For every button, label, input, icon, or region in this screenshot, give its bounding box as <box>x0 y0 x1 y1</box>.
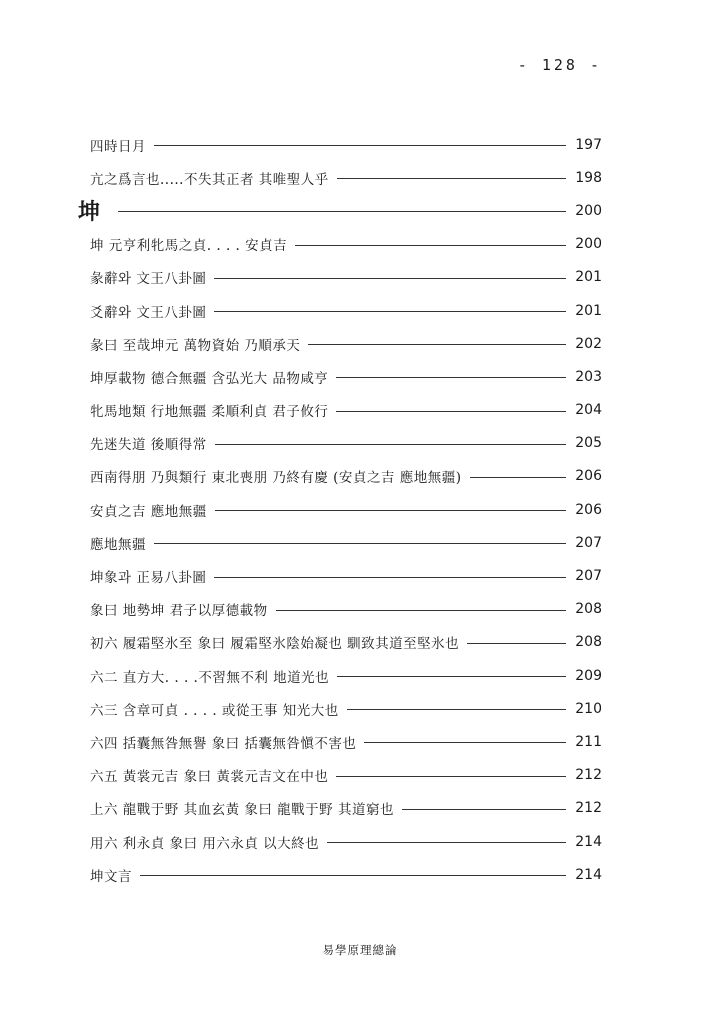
toc-entry-page: 212 <box>575 767 602 784</box>
toc-entry-label: 用六 利永貞 象曰 用六永貞 以大終也 <box>90 835 320 852</box>
toc-entry-label: 四時日月 <box>90 138 146 155</box>
toc-entry-page: 208 <box>575 634 602 651</box>
toc-entry <box>90 526 602 559</box>
toc-entry-label: 上六 龍戰于野 其血玄黃 象曰 龍戰于野 其道窮也 <box>90 802 394 819</box>
toc-entry <box>90 792 602 825</box>
toc-entry <box>90 327 602 360</box>
toc-entry <box>90 161 602 194</box>
toc-entry-label: 初六 履霜堅氷至 象曰 履霜堅氷陰始凝也 馴致其道至堅氷也 <box>90 636 460 653</box>
toc-entry-label: 彖曰 至哉坤元 萬物資始 乃順承天 <box>90 337 301 354</box>
toc-leader-line <box>470 477 567 478</box>
toc-entry-page: 205 <box>575 435 602 452</box>
toc-entry-page: 200 <box>575 236 602 253</box>
toc-entry-label: 亢之爲言也.....不失其正者 其唯聖人乎 <box>90 171 329 188</box>
toc-entry-page: 201 <box>575 269 602 286</box>
toc-entry <box>90 725 602 758</box>
toc-leader-line <box>276 610 566 611</box>
toc-entry-page: 210 <box>575 700 602 717</box>
toc-entry-label: 西南得朋 乃與類行 東北喪朋 乃終有慶 (安貞之吉 應地無疆) <box>90 470 462 487</box>
toc-entry-page: 206 <box>575 468 602 485</box>
toc-entry <box>90 858 602 891</box>
toc-entry-page: 214 <box>575 833 602 850</box>
toc-entry-label: 坤文言 <box>90 868 132 885</box>
toc-entry <box>90 394 602 427</box>
toc-entry <box>90 559 602 592</box>
toc-entry-page: 207 <box>575 534 602 551</box>
toc-leader-line <box>336 776 566 777</box>
toc-entry-label: 坤象과 正易八卦圖 <box>90 570 207 587</box>
toc-entry <box>90 427 602 460</box>
toc-entry-page: 208 <box>575 601 602 618</box>
toc-chapter-heading <box>78 194 602 227</box>
toc-leader-line <box>214 278 566 279</box>
toc-leader-line <box>347 709 566 710</box>
toc-entry <box>90 228 602 261</box>
toc-entry-page: 212 <box>575 800 602 817</box>
toc-entry-label: 彖辭와 文王八卦圖 <box>90 271 207 288</box>
toc-leader-line <box>402 809 566 810</box>
toc-entry-page: 197 <box>575 136 602 153</box>
toc-entry-label: 先迷失道 後順得常 <box>90 437 207 454</box>
toc-entry-page: 198 <box>575 169 602 186</box>
toc-entry <box>90 659 602 692</box>
toc-leader-line <box>308 344 566 345</box>
toc-leader-line <box>336 377 566 378</box>
toc-leader-line <box>140 875 566 876</box>
toc-leader-line <box>337 676 566 677</box>
toc-entry <box>90 825 602 858</box>
toc-entry-label: 坤 <box>78 199 101 226</box>
toc-entry <box>90 460 602 493</box>
toc-entry-page: 201 <box>575 302 602 319</box>
toc-entry <box>90 692 602 725</box>
toc-entry-label: 坤 元亨利牝馬之貞. . . . 安貞吉 <box>90 238 288 255</box>
toc-entry-page: 209 <box>575 667 602 684</box>
toc-entry-page: 202 <box>575 335 602 352</box>
toc-entry <box>90 493 602 526</box>
toc-entry-page: 211 <box>575 733 602 750</box>
toc-entry-label: 安貞之吉 應地無疆 <box>90 503 207 520</box>
toc-leader-line <box>364 742 566 743</box>
toc-entry-label: 應地無疆 <box>90 536 146 553</box>
toc-entry-page: 200 <box>575 202 602 219</box>
toc-leader-line <box>337 178 566 179</box>
toc-leader-line <box>214 577 566 578</box>
toc-leader-line <box>467 643 566 644</box>
footer-book-title: 易學原理總論 <box>322 943 398 957</box>
toc-leader-line <box>154 543 566 544</box>
toc-leader-line <box>215 444 566 445</box>
toc-entry-label: 六二 直方大. . . .不習無不利 地道光也 <box>90 669 330 686</box>
toc-leader-line <box>336 411 566 412</box>
toc-leader-line <box>295 245 566 246</box>
toc-leader-line <box>118 211 566 212</box>
toc-entry-label: 六五 黃裳元吉 象曰 黃裳元吉文在中也 <box>90 769 329 786</box>
toc-entry-label: 六三 含章可貞 . . . . 或從王事 知光大也 <box>90 702 339 719</box>
toc-entry <box>90 360 602 393</box>
toc-entry <box>90 261 602 294</box>
toc-entry-label: 爻辭와 文王八卦圖 <box>90 304 207 321</box>
toc-entry-page: 204 <box>575 402 602 419</box>
page-number: - 128 - <box>517 56 602 74</box>
toc-entry <box>90 626 602 659</box>
toc-leader-line <box>215 510 566 511</box>
toc-entry <box>90 128 602 161</box>
toc-entry-label: 坤厚載物 德合無疆 含弘光大 品物咸亨 <box>90 370 329 387</box>
toc-entry-page: 203 <box>575 368 602 385</box>
toc-entry-label: 六四 括囊無咎無譽 象曰 括囊無咎愼不害也 <box>90 735 357 752</box>
toc-entry <box>90 593 602 626</box>
toc-entry <box>90 759 602 792</box>
toc-entry-page: 207 <box>575 568 602 585</box>
toc-entry-page: 206 <box>575 501 602 518</box>
table-of-contents <box>78 128 602 891</box>
toc-leader-line <box>154 145 566 146</box>
toc-leader-line <box>214 311 566 312</box>
toc-entry <box>90 294 602 327</box>
toc-entry-label: 牝馬地類 行地無疆 柔順利貞 君子攸行 <box>90 404 329 421</box>
toc-entry-label: 象曰 地勢坤 君子以厚德載物 <box>90 603 268 620</box>
toc-entry-page: 214 <box>575 866 602 883</box>
toc-leader-line <box>327 842 566 843</box>
